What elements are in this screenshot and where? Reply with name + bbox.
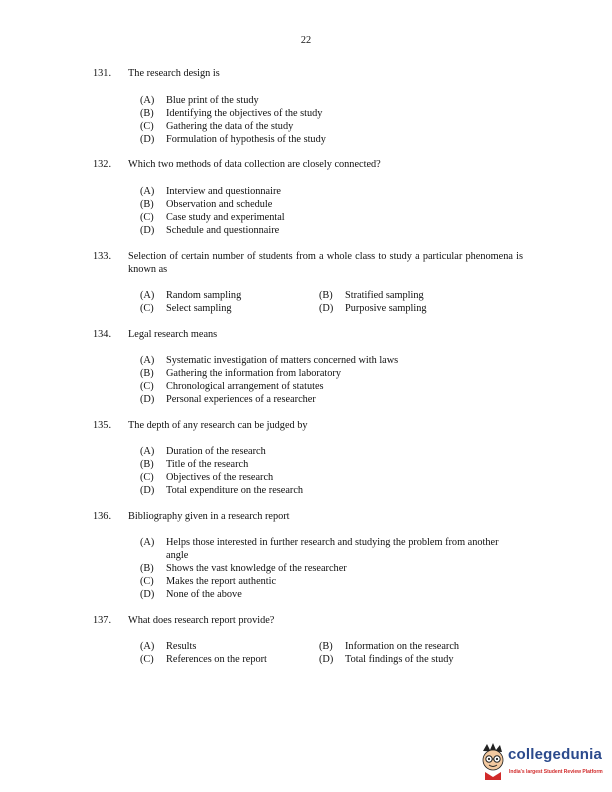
question-text: Bibliography given in a research report (128, 511, 290, 522)
collegedunia-logo (478, 742, 606, 782)
question-number: 134. (93, 329, 112, 340)
question-137 (93, 614, 523, 627)
question-134 (93, 328, 523, 341)
brand-tagline: India's largest Student Review Platform (509, 769, 603, 775)
question-number: 131. (93, 68, 112, 79)
question-131 (93, 67, 523, 80)
question-number: 137. (93, 615, 112, 626)
question-text: Which two methods of data collection are closely connected? (128, 159, 381, 170)
question-135 (93, 419, 523, 432)
question-number: 136. (93, 511, 112, 522)
question-136 (93, 510, 523, 523)
question-number: 133. (93, 251, 112, 262)
question-text: The depth of any research can be judged by (128, 420, 308, 431)
mascot-icon (478, 742, 508, 780)
question-text: The research design is (128, 68, 220, 79)
question-text: What does research report provide? (128, 615, 275, 626)
question-133 (93, 250, 523, 276)
page-number: 22 (300, 35, 312, 46)
options-133: (A) Random sampling (B) Stratified sampling (C) Select sampling (D) Purposive sampling (140, 290, 427, 314)
question-number: 135. (93, 420, 112, 431)
question-number: 132. (93, 159, 112, 170)
question-132 (93, 158, 523, 171)
brand-name: collegedunia (508, 746, 603, 763)
options-137: (A) Results (B) Information on the research (C) References on the report (D) Total findings of the study (140, 641, 460, 665)
question-text: Selection of certain number of students from a whole class to study a particular phenomena is known as (128, 251, 523, 275)
question-text: Legal research means (128, 329, 218, 340)
